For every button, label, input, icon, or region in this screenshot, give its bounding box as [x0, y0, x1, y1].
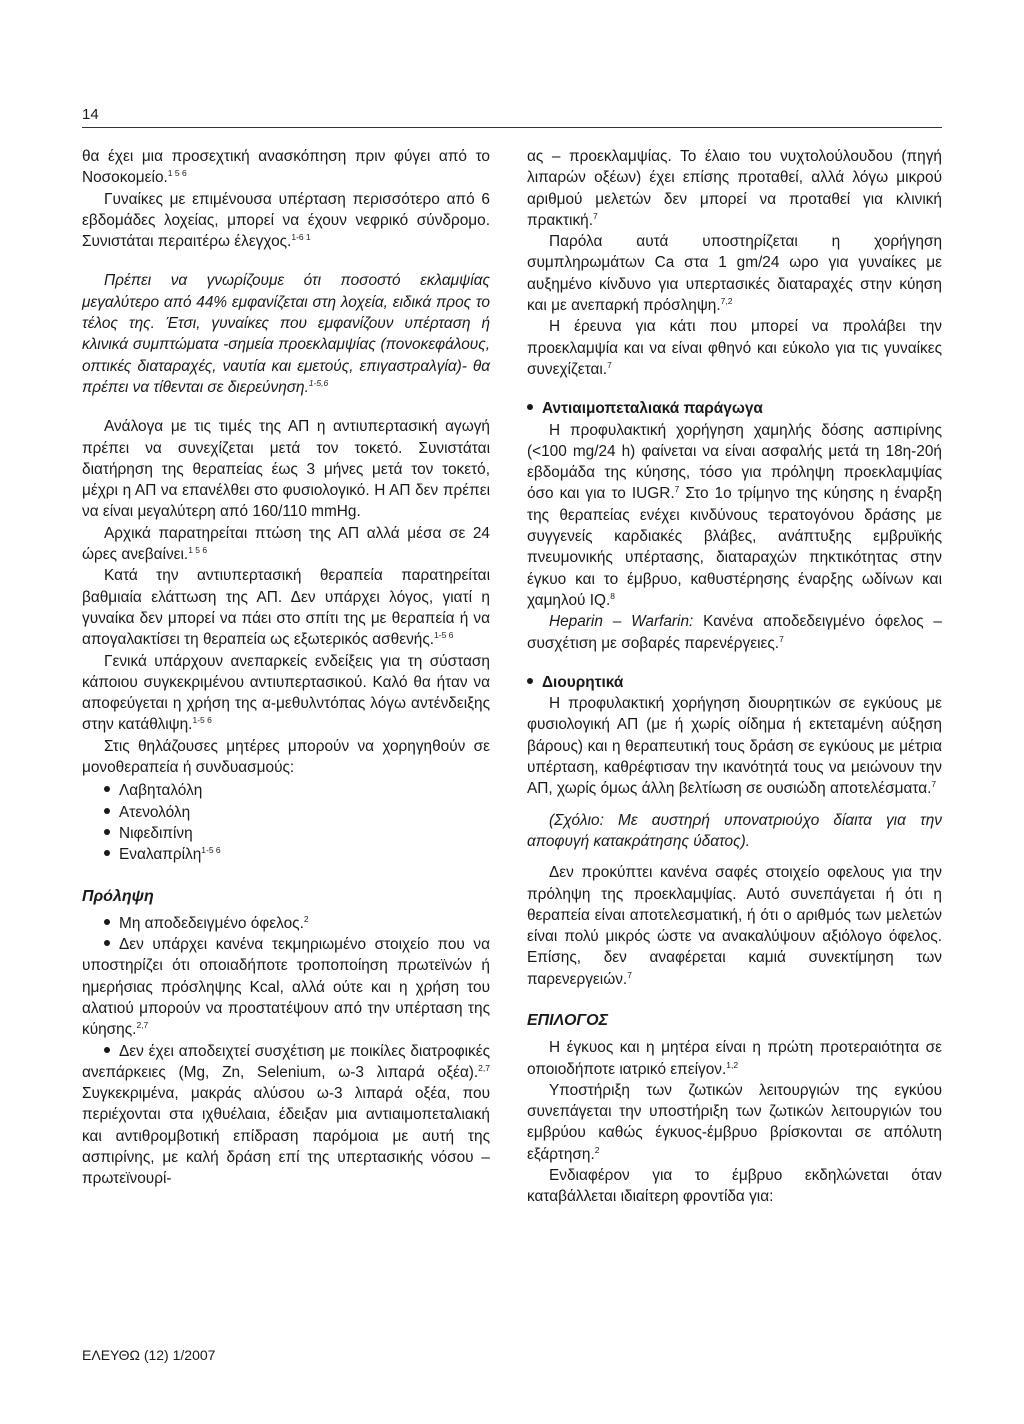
section-heading-antiplatelet: Αντιαιμοπεταλιακά παράγωγα — [527, 398, 942, 419]
section-heading-diuretics: Διουρητικά — [527, 672, 942, 693]
paragraph: Ανάλογα με τις τιμές της ΑΠ η αντιυπερτασική αγωγή πρέπει να συνεχίζεται μετά τον τοκετό. Συνιστάται διατήρηση της θεραπείας έως 3 μήνες μετά τον τοκετό, μέχρι η ΑΠ να επανέλθει στο φυσιολογικό. Η ΑΠ δεν πρέπει να είναι μεγαλύτερη από 160/110 mmHg. — [82, 418, 490, 521]
bullet-icon — [104, 940, 110, 946]
section-heading-epilogue: ΕΠΙΛΟΓΟΣ — [527, 1011, 609, 1029]
paragraph: Αρχικά παρατηρείται πτώση της ΑΠ αλλά μέσα σε 24 ώρες ανεβαίνει.$^{1 5 6}$ — [82, 524, 490, 564]
bullet-icon — [104, 829, 110, 835]
paragraph: Υποστήριξη των ζωτικών λειτουργιών της εγκύου συνεπάγεται την υποστήριξη των ζωτικών λειτουργιών του εμβρύου καθώς έγκυος-έμβρυο βρίσκονται σε απόλυτη εξάρτηση.$^2$ — [527, 1081, 942, 1163]
paragraph: Δεν προκύπτει κανένα σαφές στοιχείο οφελους για την πρόληψη της προεκλαμψίας. Αυτό συνεπάγεται ή ότι η θεραπεία είναι αποτελεσματική, ή ότι ο αριθμός των μελετών είναι πολύ μικρός ώστε να ανακαλύψουν αξιόλογο όφελος. Επίσης, δεν αναφέρεται καμιά συνεκτίμηση των παρενεργειών.$^7$ — [527, 864, 942, 988]
bullet-icon — [104, 850, 110, 856]
paragraph: Στις θηλάζουσες μητέρες μπορούν να χορηγηθούν σε μονοθεραπεία ή συνδυασμούς: — [82, 737, 490, 777]
bullet-icon — [104, 808, 110, 814]
paragraph: ας – προεκλαμψίας. Το έλαιο του νυχτολούλουδου (πηγή λιπαρών οξέων) έχει επίσης προταθεί, αλλά λόγω μικρού αριθμού μελετών δεν μπορεί να προταθεί για κλινική πρακτική.$^7$ — [527, 148, 942, 229]
bullet-icon — [104, 786, 110, 792]
paragraph: Heparin – Warfarin: Κανένα αποδεδειγμένο όφελος – συσχέτιση με σοβαρές παρενέργειες.$^7$ — [527, 613, 942, 652]
italic-paragraph: Πρέπει να γνωρίζουμε ότι ποσοστό εκλαμψίας μεγαλύτερο από 44% εμφανίζεται στη λοχεία, ειδικά προς το τέλος της. Έτσι, γυναίκες που εμφανίζουν υπέρταση ή κλινικά συμπτώματα -σημεία προεκλαμψίας (πονοκεφάλους, οπτικές διαταραχές, ναυτία και εμετούς, επιγαστραλγία)- θα πρέπει να τίθενται σε διερεύνηση.$^{1-5,6}$ — [82, 272, 490, 396]
drug-list — [82, 780, 490, 865]
paragraph: Παρόλα αυτά υποστηρίζεται η χορήγηση συμπληρωμάτων Ca στα 1 gm/24 ωρο για γυναίκες με αυξημένο κίνδυνο για υπερτασικές διαταραχές στην κύηση και με ανεπαρκή πρόσληψη.$^{7,2}$ — [527, 233, 942, 315]
paragraph: θα έχει μια προσεχτική ανασκόπηση πριν φύγει από το Νοσοκομείο.$^{1 5 6}$ — [82, 148, 490, 187]
paragraph: Η προφυλακτική χορήγηση διουρητικών σε εγκύους με φυσιολογική ΑΠ (με ή χωρίς οίδημα ή εκτεταμένη αύξηση βάρους) και η θεραπευτική τους δράση σε εγκύους με μέτρια υπέρταση, καθρέφτισαν την ικανότητά τους να μειώνουν την ΑΠ, χωρίς όμως άλλη βελτίωση σε ουσιώδη αποτελέσματα.$^7$ — [527, 695, 942, 798]
paragraph: Η έγκυος και η μητέρα είναι η πρώτη προτεραιότητα σε οποιοδήποτε ιατρικό επείγον.$^{1,2}$ — [527, 1039, 942, 1078]
bullet-icon — [527, 678, 533, 684]
bullet-icon — [104, 1047, 110, 1053]
paragraph: Γυναίκες με επιμένουσα υπέρταση περισσότερο από 6 εβδομάδες λοχείας, μπορεί να έχουν νεφρικό σύνδρομο. Συνιστάται περαιτέρω έλεγχος.$^{1-6 1}$ — [82, 190, 490, 251]
journal-footer: ΕΛΕΥΘΩ (12) 1/2007 — [82, 1347, 216, 1363]
list-item: Λαβηταλόλη — [104, 780, 490, 801]
list-item: Ατενολόλη — [104, 802, 490, 823]
paragraph: Ενδιαφέρον για το έμβρυο εκδηλώνεται όταν καταβάλλεται ιδιαίτερη φροντίδα για: — [527, 1167, 942, 1206]
bullet-paragraph: Δεν έχει αποδειχτεί συσχέτιση με ποικίλες διατροφικές ανεπάρκειες (Mg, Zn, Selenium, ω-3 λιπαρά οξέα).$^{2,7}$ Συγκεκριμένα, μακράς αλύσου ω-3 λιπαρά οξέα, που περιέχονται στα ιχθυέλαια, έδειξαν μια αντιαιμοπεταλιακή και αντιθρομβοτική επίδραση παρόμοια με αυτή της ασπιρίνης, με καλή δράση επί της υπερτασικής νόσου – πρωτεϊνουρί- — [82, 1042, 490, 1188]
header-rule — [82, 127, 942, 128]
section-heading-prevention: Πρόληψη — [82, 887, 154, 905]
paragraph: Κατά την αντιυπερτασική θεραπεία παρατηρείται βαθμιαία ελάττωση της ΑΠ. Δεν υπάρχει λόγος, γιατί η γυναίκα δεν μπορεί να πάει στο σπίτι της με θεραπεία ή να απογαλακτίσει τη θεραπεία ως εξωτερικός ασθενής.$^{1-5 6}$ — [82, 567, 490, 649]
bullet-paragraph: Δεν υπάρχει κανένα τεκμηριωμένο στοιχείο που να υποστηρίζει ότι οποιαδήποτε τροποποίηση πρωτεϊνών ή ημερήσιας πρόσληψης Kcal, αλλά ούτε και η χρήση του αλατιού μπορούν να προστατέψουν από την υπέρταση της κύησης.$^{2,7}$ — [82, 936, 490, 1039]
list-item: Εναλαπρίλη$^{1-5 6}$ — [104, 844, 490, 865]
left-column — [82, 146, 490, 1190]
page-number: 14 — [82, 106, 99, 123]
paragraph: Γενικά υπάρχουν ανεπαρκείς ενδείξεις για τη σύσταση κάποιου συγκεκριμένου αντιυπερτασικού. Καλό θα ήταν να αποφεύγεται η χρήση της α-μεθυλντόπας λόγω αντένδειξης στην κατάθλιψη.$^{1-5 6}$ — [82, 652, 490, 734]
paragraph: Η προφυλακτική χορήγηση χαμηλής δόσης ασπιρίνης (<100 mg/24 h) φαίνεται να είναι ασφαλής μετά τη 18η-20ή εβδομάδα της κύησης, τόσο για πρόληψη προεκλαμψίας όσο και για το IUGR.$^7$ Στο 1ο τρίμηνο της κύησης η έναρξη της θεραπείας ενέχει κινδύνους τερατογόνου δράσης με συγγενείς καρδιακές βλάβες, ανάπτυξης εμβρυϊκής πνευμονικής υπέρτασης, διαταραχών πηκτικότητας στην έγκυο και το έμβρυο, καθυστέρησης έναρξης ωδίνων και χαμηλού IQ.$^8$ — [527, 421, 942, 609]
italic-paragraph: (Σχόλιο: Με αυστηρή υπονατριούχο δίαιτα για την αποφυγή κατακράτησης ύδατος). — [527, 811, 942, 850]
bullet-icon — [104, 919, 110, 925]
bullet-icon — [527, 404, 533, 410]
right-column — [527, 146, 942, 1208]
paragraph: Η έρευνα για κάτι που μπορεί να προλάβει την προεκλαμψία και να είναι φθηνό και εύκολο για τις γυναίκες συνεχίζεται.$^7$ — [527, 318, 942, 378]
list-item: Νιφεδιπίνη — [104, 823, 490, 844]
bullet-paragraph: Μη αποδεδειγμένο όφελος.$^2$ — [82, 913, 490, 934]
